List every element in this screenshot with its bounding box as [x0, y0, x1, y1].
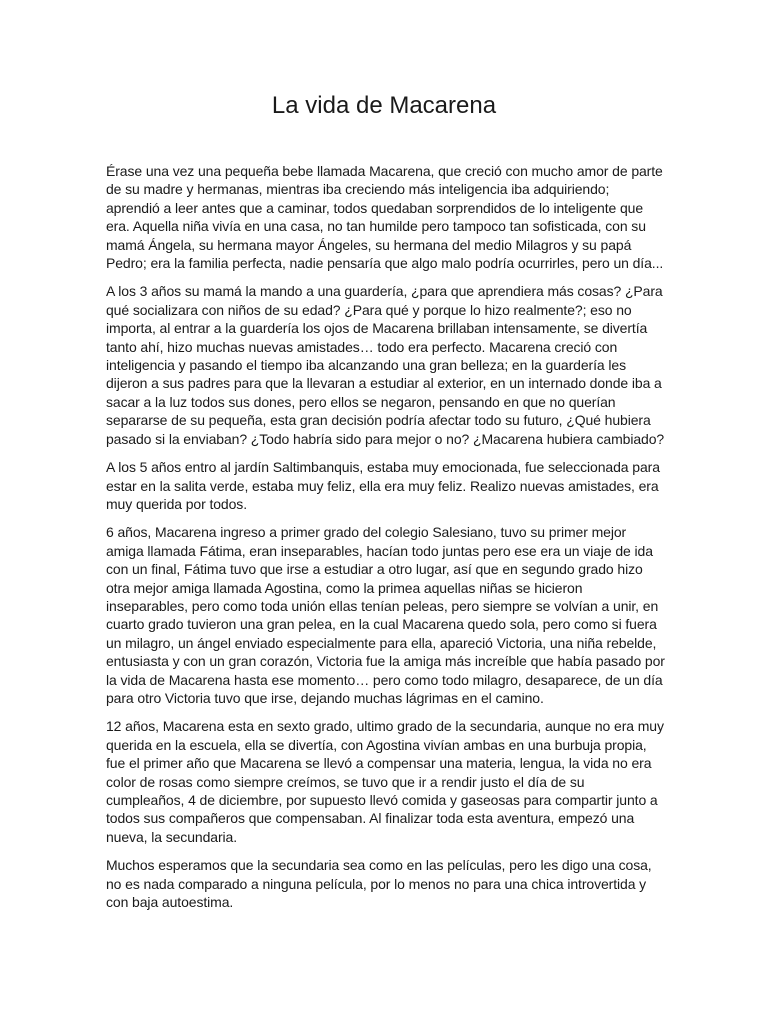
paragraph-4: 6 años, Macarena ingreso a primer grado del colegio Salesiano, tuvo su primer mejor amiga llamada Fátima, eran inseparables, hacían todo juntas pero ese era un viaje de ida con un final, Fátima tuvo que irse a estudiar a otro lugar, así que en segundo grado hizo otra mejor amiga llamada Agostina, como la primea aquellas niñas se hicieron inseparables, pero como toda unión ellas tenían peleas, pero siempre se volvían a unir, en cuarto grado tuvieron una gran pelea, en la cual Macarena quedo sola, pero como si fuera un milagro, un ángel enviado especialmente para ella, apareció Victoria, una niña rebelde, entusiasta y con un gran corazón, Victoria fue la amiga más increíble que había pasado por la vida de Macarena hasta ese momento… pero como todo milagro, desaparece, de un día para otro Victoria tuvo que irse, dejando muchas lágrimas en el camino.: [106, 524, 665, 706]
paragraph-1: Érase una vez una pequeña bebe llamada Macarena, que creció con mucho amor de parte de su madre y hermanas, mientras iba creciendo más inteligencia iba adquiriendo; aprendió a leer antes que a caminar, todos quedaban sorprendidos de lo inteligente que era. Aquella niña vivía en una casa, no tan humilde pero tampoco tan sofisticada, con su mamá Ángela, su hermana mayor Ángeles, su hermana del medio Milagros y su papá Pedro; era la familia perfecta, nadie pensaría que algo malo podría ocurrirles, pero un día...: [106, 163, 664, 272]
document-title: La vida de Macarena: [271, 92, 497, 119]
paragraph-2: A los 3 años su mamá la mando a una guardería, ¿para que aprendiera más cosas? ¿Para qué socializara con niños de su edad? ¿Para qué y porque lo hizo realmente?; eso no importa, al entrar a la guardería los ojos de Macarena brillaban intensamente, se divertía tanto ahí, hizo muchas nuevas amistades… todo era perfecto. Macarena creció con inteligencia y pasando el tiempo iba alcanzando una gran belleza; en la guardería les dijeron a sus padres para que la llevaran a estudiar al exterior, en un internado donde iba a sacar a la luz todos sus dones, pero ellos se negaron, pensando en que no querían separarse de su pequeña, esta gran decisión podría afectar todo su futuro, ¿Qué hubiera pasado si la enviaban? ¿Todo habría sido para mejor o no? ¿Macarena hubiera cambiado?: [106, 283, 665, 447]
document-body: [106, 162, 666, 921]
paragraph-6: Muchos esperamos que la secundaria sea como en las películas, pero les digo una cosa, no es nada comparado a ninguna película, por lo menos no para una chica introvertida y con baja autoestima.: [106, 857, 652, 911]
paragraph-5: 12 años, Macarena esta en sexto grado, ultimo grado de la secundaria, aunque no era muy querida en la escuela, ella se divertía, con Agostina vivían ambas en una burbuja propia, fue el primer año que Macarena se llevó a compensar una materia, lengua, la vida no era color de rosas como siempre creímos, se tuvo que ir a rendir justo el día de su cumpleaños, 4 de diciembre, por supuesto llevó comida y gaseosas para compartir junto a todos sus compañeros que compensaban. Al finalizar toda esta aventura, empezó una nueva, la secundaria.: [106, 718, 664, 845]
paragraph-3: A los 5 años entro al jardín Saltimbanquis, estaba muy emocionada, fue seleccionada para estar en la salita verde, estaba muy feliz, ella era muy feliz. Realizo nuevas amistades, era muy querida por todos.: [106, 459, 660, 512]
